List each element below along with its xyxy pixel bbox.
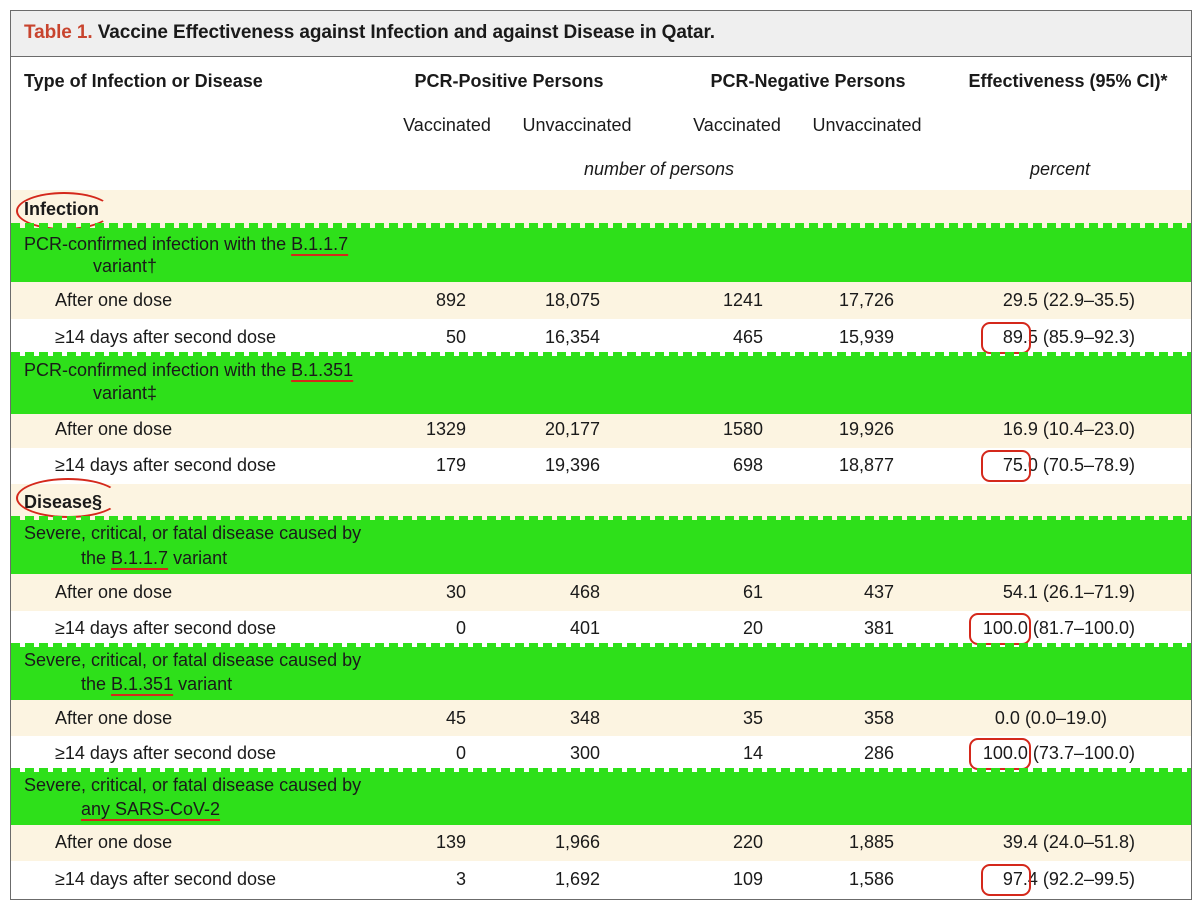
annotation-circle-estimate bbox=[981, 322, 1031, 354]
annotation-circle-estimate bbox=[981, 864, 1031, 896]
group-label-4: Severe, critical, or fatal disease caused by bbox=[24, 650, 362, 670]
table-row: After one dose 1329 20,177 1580 19,926 16.9 (10.4–23.0) bbox=[11, 414, 1191, 448]
subheader-neg-unvaccinated: Unvaccinated bbox=[812, 115, 922, 135]
section-label-disease: Disease§ bbox=[24, 492, 103, 512]
table-frame bbox=[10, 10, 1192, 900]
col-header-type: Type of Infection or Disease bbox=[24, 71, 263, 91]
table-row: ≥14 days after second dose 179 19,396 698 18,877 75.0 (70.5–78.9) bbox=[11, 448, 1191, 484]
table-row: ≥14 days after second dose 0 401 20 381 100.0 (81.7–100.0) bbox=[11, 611, 1191, 647]
effectiveness-value: 16.9 (10.4–23.0) bbox=[1002, 419, 1135, 439]
highlight-group-1 bbox=[11, 228, 1191, 282]
table-row: After one dose 45 348 35 358 0.0 (0.0–19.0) bbox=[11, 700, 1191, 736]
group-label-1: PCR-confirmed infection with the B.1.1.7 bbox=[24, 234, 349, 254]
highlight-group-2 bbox=[11, 356, 1191, 414]
annotation-circle-estimate bbox=[969, 738, 1031, 770]
group-label-5-cont bbox=[81, 799, 220, 820]
group-label-2-cont: variant‡ bbox=[93, 383, 158, 403]
table-title-text: Vaccine Effectiveness against Infection and against Disease in Qatar. bbox=[97, 22, 715, 43]
table-row: ≥14 days after second dose 50 16,354 465 15,939 89.5 (85.9–92.3) bbox=[11, 319, 1191, 356]
table-row: ≥14 days after second dose 0 300 14 286 100.0 (73.7–100.0) bbox=[11, 736, 1191, 772]
group-label-3: Severe, critical, or fatal disease caused by bbox=[24, 523, 362, 543]
col-header-effectiveness: Effectiveness (95% CI)* bbox=[968, 71, 1168, 91]
group-label-4-cont: the B.1.351 variant bbox=[81, 674, 233, 694]
effectiveness-value: 75.0 (70.5–78.9) bbox=[1002, 455, 1135, 475]
section-label-infection: Infection bbox=[24, 199, 99, 219]
highlight-group-5 bbox=[11, 772, 1191, 825]
effectiveness-value: 29.5 (22.9–35.5) bbox=[1002, 290, 1135, 310]
table-row: After one dose 139 1,966 220 1,885 39.4 (24.0–51.8) bbox=[11, 825, 1191, 861]
title-bar bbox=[11, 11, 1191, 57]
effectiveness-value: 100.0 (73.7–100.0) bbox=[982, 743, 1135, 763]
unit-percent: percent bbox=[1029, 159, 1091, 179]
annotation-circle-disease bbox=[16, 478, 120, 518]
table-row: After one dose 892 18,075 1241 17,726 29.5 (22.9–35.5) bbox=[11, 282, 1191, 319]
unit-number-of-persons: number of persons bbox=[583, 159, 735, 179]
group-label-3-cont: the B.1.1.7 variant bbox=[81, 548, 228, 568]
effectiveness-value: 54.1 (26.1–71.9) bbox=[1002, 582, 1135, 602]
variant-b1351: B.1.351 bbox=[111, 674, 174, 694]
table-row: ≥14 days after second dose 3 1,692 109 1,586 97.4 (92.2–99.5) bbox=[11, 861, 1191, 898]
variant-b117: B.1.1.7 bbox=[291, 234, 349, 254]
effectiveness-value: 89.5 (85.9–92.3) bbox=[1002, 327, 1135, 347]
table-row: After one dose 30 468 61 437 54.1 (26.1–71.9) bbox=[11, 574, 1191, 611]
highlight-group-3 bbox=[11, 520, 1191, 574]
variant-b117: B.1.1.7 bbox=[111, 548, 169, 568]
group-label-1-cont: variant† bbox=[93, 256, 158, 276]
table-title bbox=[24, 22, 715, 44]
subheader-neg-vaccinated: Vaccinated bbox=[693, 115, 781, 135]
col-header-pcr-positive: PCR-Positive Persons bbox=[414, 71, 604, 91]
highlight-group-4 bbox=[11, 647, 1191, 700]
effectiveness-value: 0.0 (0.0–19.0) bbox=[994, 708, 1107, 728]
table-label: Table 1. bbox=[24, 22, 93, 43]
section-row-disease bbox=[11, 484, 1191, 520]
annotation-circle-estimate bbox=[969, 613, 1031, 645]
effectiveness-value: 100.0 (81.7–100.0) bbox=[982, 618, 1135, 638]
annotation-circle-estimate bbox=[981, 450, 1031, 482]
col-header-pcr-negative: PCR-Negative Persons bbox=[710, 71, 906, 91]
variant-b1351: B.1.351 bbox=[291, 360, 354, 380]
group-label-2: PCR-confirmed infection with the B.1.351 bbox=[24, 360, 354, 380]
subheader-pos-vaccinated: Vaccinated bbox=[403, 115, 491, 135]
effectiveness-value: 39.4 (24.0–51.8) bbox=[1002, 832, 1135, 852]
group-label-5: Severe, critical, or fatal disease caused by bbox=[24, 775, 362, 795]
subheader-pos-unvaccinated: Unvaccinated bbox=[522, 115, 632, 135]
effectiveness-value: 97.4 (92.2–99.5) bbox=[1002, 869, 1135, 889]
variant-any-sars-cov-2: any SARS-CoV-2 bbox=[81, 799, 221, 819]
